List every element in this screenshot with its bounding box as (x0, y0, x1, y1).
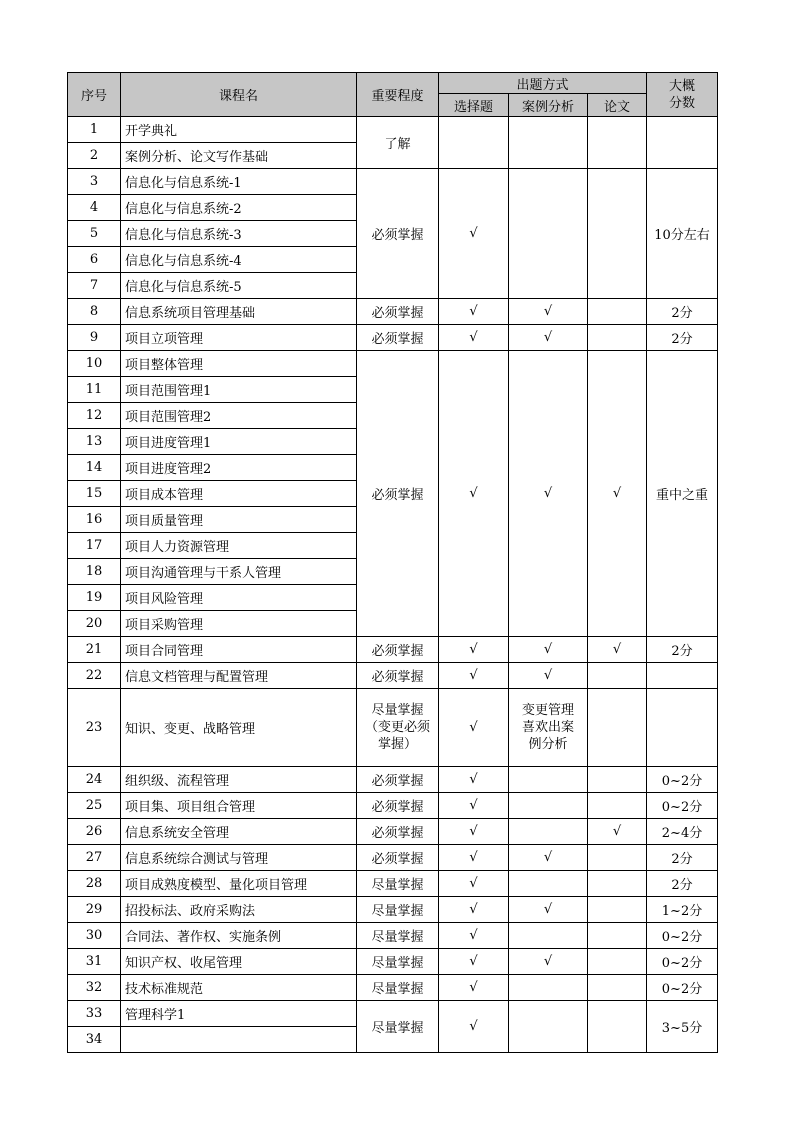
row-no: 23 (68, 689, 121, 767)
row-course-name: 项目成熟度模型、量化项目管理 (121, 871, 357, 897)
row-course-name: 项目进度管理2 (121, 455, 357, 481)
row-case: √ (509, 663, 588, 689)
row-choice: √ (439, 351, 509, 637)
row-course-name: 合同法、著作权、实施条例 (121, 923, 357, 949)
row-course-name: 项目范围管理2 (121, 403, 357, 429)
row-no: 8 (68, 299, 121, 325)
row-no: 20 (68, 611, 121, 637)
table-row (68, 767, 718, 793)
row-importance: 了解 (357, 117, 439, 169)
row-no: 1 (68, 117, 121, 143)
row-no: 5 (68, 221, 121, 247)
row-no: 30 (68, 923, 121, 949)
row-score: 3~5分 (647, 1001, 718, 1053)
row-course-name: 项目成本管理 (121, 481, 357, 507)
row-essay (588, 169, 647, 299)
row-score: 重中之重 (647, 351, 718, 637)
table-row (68, 637, 718, 663)
row-choice: √ (439, 299, 509, 325)
row-importance: 必须掌握 (357, 325, 439, 351)
header-course: 课程名 (121, 73, 357, 117)
header-essay: 论文 (588, 94, 647, 117)
table-row (68, 949, 718, 975)
row-essay: √ (588, 351, 647, 637)
row-choice: √ (439, 949, 509, 975)
row-score: 10分左右 (647, 169, 718, 299)
table-row (68, 897, 718, 923)
row-score: 2~4分 (647, 819, 718, 845)
row-case: √ (509, 299, 588, 325)
row-essay (588, 871, 647, 897)
row-course-name: 招投标法、政府采购法 (121, 897, 357, 923)
row-importance: 必须掌握 (357, 637, 439, 663)
row-importance: 尽量掌握 (357, 923, 439, 949)
row-case (509, 871, 588, 897)
row-no: 3 (68, 169, 121, 195)
table-row (68, 351, 718, 377)
row-course-name: 知识产权、收尾管理 (121, 949, 357, 975)
row-score: 0~2分 (647, 923, 718, 949)
row-importance: 尽量掌握 (357, 1001, 439, 1053)
row-course-name: 知识、变更、战略管理 (121, 689, 357, 767)
row-choice: √ (439, 845, 509, 871)
table-row (68, 845, 718, 871)
row-case (509, 819, 588, 845)
row-course-name: 项目人力资源管理 (121, 533, 357, 559)
row-score: 2分 (647, 299, 718, 325)
table-row (68, 117, 718, 143)
row-essay: √ (588, 819, 647, 845)
table-row (68, 793, 718, 819)
row-choice: √ (439, 975, 509, 1001)
row-essay (588, 845, 647, 871)
row-importance: 必须掌握 (357, 169, 439, 299)
row-course-name: 项目质量管理 (121, 507, 357, 533)
row-choice (439, 117, 509, 169)
row-choice: √ (439, 637, 509, 663)
header-question-type: 出题方式 (439, 73, 647, 94)
row-choice: √ (439, 767, 509, 793)
row-course-name: 项目沟通管理与干系人管理 (121, 559, 357, 585)
row-course-name: 信息化与信息系统-5 (121, 273, 357, 299)
row-course-name: 信息化与信息系统-4 (121, 247, 357, 273)
header-score: 大概 分数 (647, 73, 718, 117)
table-row (68, 325, 718, 351)
row-essay (588, 793, 647, 819)
table-row (68, 169, 718, 195)
row-no: 28 (68, 871, 121, 897)
row-choice: √ (439, 663, 509, 689)
row-essay (588, 897, 647, 923)
row-importance: 尽量掌握 （变更必须 掌握） (357, 689, 439, 767)
row-score (647, 117, 718, 169)
row-course-name (121, 1027, 357, 1053)
row-no: 16 (68, 507, 121, 533)
row-case: √ (509, 637, 588, 663)
row-choice: √ (439, 689, 509, 767)
row-course-name: 信息化与信息系统-2 (121, 195, 357, 221)
row-no: 27 (68, 845, 121, 871)
row-no: 4 (68, 195, 121, 221)
row-course-name: 开学典礼 (121, 117, 357, 143)
row-course-name: 项目集、项目组合管理 (121, 793, 357, 819)
row-course-name: 项目进度管理1 (121, 429, 357, 455)
row-score (647, 663, 718, 689)
row-course-name: 项目风险管理 (121, 585, 357, 611)
row-no: 32 (68, 975, 121, 1001)
row-importance: 必须掌握 (357, 351, 439, 637)
row-score: 0~2分 (647, 767, 718, 793)
row-importance: 尽量掌握 (357, 949, 439, 975)
row-essay (588, 1001, 647, 1053)
row-no: 29 (68, 897, 121, 923)
table-row (68, 975, 718, 1001)
row-case: √ (509, 325, 588, 351)
row-essay (588, 923, 647, 949)
row-course-name: 项目立项管理 (121, 325, 357, 351)
row-score: 0~2分 (647, 975, 718, 1001)
row-essay (588, 767, 647, 793)
row-course-name: 项目合同管理 (121, 637, 357, 663)
row-choice: √ (439, 325, 509, 351)
row-importance: 尽量掌握 (357, 975, 439, 1001)
row-course-name: 项目采购管理 (121, 611, 357, 637)
row-choice: √ (439, 169, 509, 299)
row-score: 2分 (647, 637, 718, 663)
row-case: √ (509, 845, 588, 871)
row-no: 21 (68, 637, 121, 663)
row-essay (588, 299, 647, 325)
row-course-name: 信息文档管理与配置管理 (121, 663, 357, 689)
row-no: 31 (68, 949, 121, 975)
header-case: 案例分析 (509, 94, 588, 117)
row-case (509, 1001, 588, 1053)
row-choice: √ (439, 871, 509, 897)
row-essay (588, 689, 647, 767)
row-importance: 必须掌握 (357, 793, 439, 819)
table-row (68, 1001, 718, 1027)
row-no: 24 (68, 767, 121, 793)
row-choice: √ (439, 1001, 509, 1053)
table-row (68, 299, 718, 325)
row-score: 0~2分 (647, 949, 718, 975)
row-no: 26 (68, 819, 121, 845)
row-course-name: 案例分析、论文写作基础 (121, 143, 357, 169)
row-no: 13 (68, 429, 121, 455)
row-case (509, 793, 588, 819)
row-importance: 必须掌握 (357, 819, 439, 845)
header-seq: 序号 (68, 73, 121, 117)
row-course-name: 管理科学1 (121, 1001, 357, 1027)
row-choice: √ (439, 923, 509, 949)
row-score: 2分 (647, 871, 718, 897)
row-case (509, 975, 588, 1001)
row-course-name: 信息化与信息系统-1 (121, 169, 357, 195)
row-case (509, 767, 588, 793)
row-no: 10 (68, 351, 121, 377)
row-score: 0~2分 (647, 793, 718, 819)
table-row (68, 871, 718, 897)
row-course-name: 信息化与信息系统-3 (121, 221, 357, 247)
table-row (68, 819, 718, 845)
row-importance: 必须掌握 (357, 663, 439, 689)
row-course-name: 项目整体管理 (121, 351, 357, 377)
row-essay (588, 663, 647, 689)
row-essay (588, 949, 647, 975)
row-score (647, 689, 718, 767)
table-row (68, 663, 718, 689)
row-no: 2 (68, 143, 121, 169)
row-case (509, 923, 588, 949)
row-course-name: 技术标准规范 (121, 975, 357, 1001)
row-course-name: 信息系统安全管理 (121, 819, 357, 845)
row-choice: √ (439, 793, 509, 819)
row-no: 25 (68, 793, 121, 819)
row-no: 7 (68, 273, 121, 299)
row-choice: √ (439, 819, 509, 845)
header-choice: 选择题 (439, 94, 509, 117)
row-case: √ (509, 351, 588, 637)
row-essay (588, 975, 647, 1001)
row-case (509, 169, 588, 299)
header-importance: 重要程度 (357, 73, 439, 117)
row-score: 2分 (647, 325, 718, 351)
row-no: 19 (68, 585, 121, 611)
row-case: √ (509, 897, 588, 923)
row-score: 1~2分 (647, 897, 718, 923)
row-course-name: 信息系统综合测试与管理 (121, 845, 357, 871)
row-no: 11 (68, 377, 121, 403)
row-no: 6 (68, 247, 121, 273)
row-course-name: 信息系统项目管理基础 (121, 299, 357, 325)
row-course-name: 项目范围管理1 (121, 377, 357, 403)
row-no: 33 (68, 1001, 121, 1027)
row-essay (588, 325, 647, 351)
row-no: 9 (68, 325, 121, 351)
row-importance: 必须掌握 (357, 299, 439, 325)
row-no: 22 (68, 663, 121, 689)
table-row (68, 923, 718, 949)
row-no: 17 (68, 533, 121, 559)
row-score: 2分 (647, 845, 718, 871)
row-essay: √ (588, 637, 647, 663)
row-importance: 必须掌握 (357, 767, 439, 793)
row-no: 12 (68, 403, 121, 429)
row-no: 34 (68, 1027, 121, 1053)
row-course-name: 组织级、流程管理 (121, 767, 357, 793)
table-row (68, 689, 718, 767)
row-no: 14 (68, 455, 121, 481)
row-case: √ (509, 949, 588, 975)
row-essay (588, 117, 647, 169)
row-importance: 必须掌握 (357, 845, 439, 871)
row-choice: √ (439, 897, 509, 923)
course-table (67, 72, 718, 1053)
row-case (509, 117, 588, 169)
course-table-sheet (67, 72, 717, 1047)
row-no: 15 (68, 481, 121, 507)
row-no: 18 (68, 559, 121, 585)
row-case: 变更管理 喜欢出案 例分析 (509, 689, 588, 767)
row-importance: 尽量掌握 (357, 897, 439, 923)
row-importance: 尽量掌握 (357, 871, 439, 897)
